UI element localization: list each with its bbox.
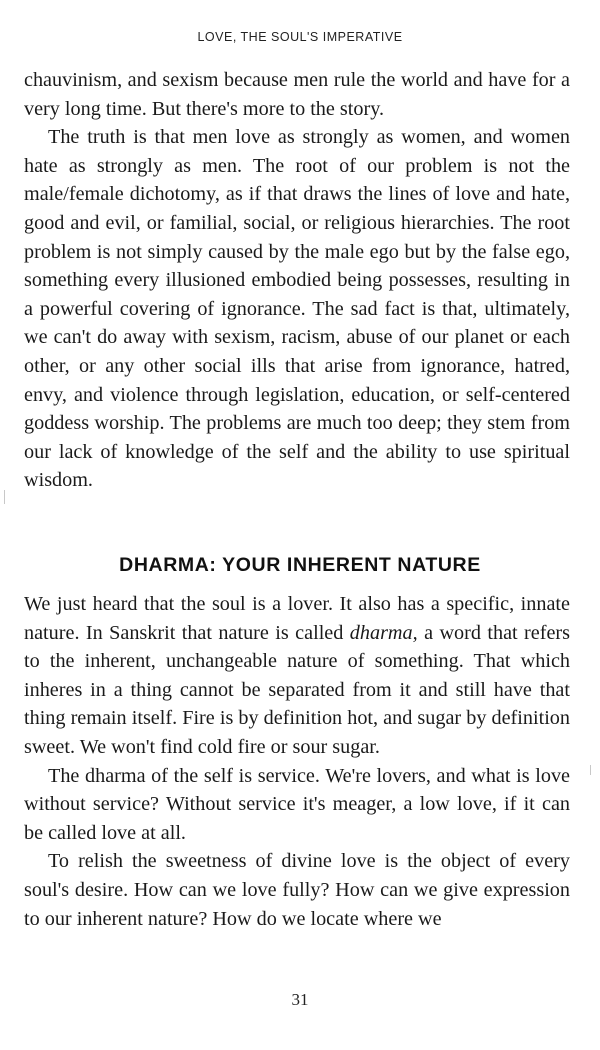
paragraph: The truth is that men love as strongly as women, and women hate as strongly as men. The root of our problem is not the male/female dichotomy, as if that draws the lines of love and hate, good and evil, or familial, social, or religious hierarchies. The root problem is not simply caused by the male ego but by the false ego, something every illusioned embodied being possesses, resulting in a powerful covering of ignorance. The sad fact is that, ultimately, we can't do away with sexism, racism, abuse of our planet or each other, or any other social ills that arise from ignorance, hatred, envy, and violence through legislation, education, or self-centered goddess worship. The problems are much too deep; they stem from our lack of knowledge of the self and the ability to use spiritual wisdom. bbox=[24, 126, 570, 492]
scan-speck bbox=[590, 765, 591, 775]
scan-speck bbox=[4, 490, 5, 504]
italic-term: dharma, bbox=[349, 621, 418, 644]
section-text-block bbox=[24, 66, 570, 495]
paragraph: To relish the sweetness of divine love is the object of every soul's desire. How can we love fully? How can we give expression to our inherent nature? How do we locate where we bbox=[24, 850, 570, 930]
text-run: a word that refers to the inherent, unchangeable nature of something. That which inheres in a thing cannot be separated from it and still have that thing remain itself. Fire is by definition hot, and sugar by definition sweet. We won't find cold fire or sour sugar. bbox=[24, 621, 571, 758]
paragraph: The dharma of the self is service. We're lovers, and what is love without service? Without service it's meager, a low love, if it can be called love at all. bbox=[24, 764, 570, 844]
section-heading: DHARMA: YOUR INHERENT NATURE bbox=[119, 554, 481, 576]
paragraph: chauvinism, and sexism because men rule the world and have for a very long time. But there's more to the story. bbox=[24, 69, 570, 120]
text-run: We just heard that the soul is a lover. It also has a specific, innate nature. In Sanskrit that nature is called bbox=[24, 593, 570, 644]
running-head: LOVE, THE SOUL'S IMPERATIVE bbox=[197, 30, 403, 44]
section-text-block bbox=[24, 590, 570, 933]
page-number: 31 bbox=[291, 990, 309, 1009]
paragraph bbox=[24, 590, 570, 762]
